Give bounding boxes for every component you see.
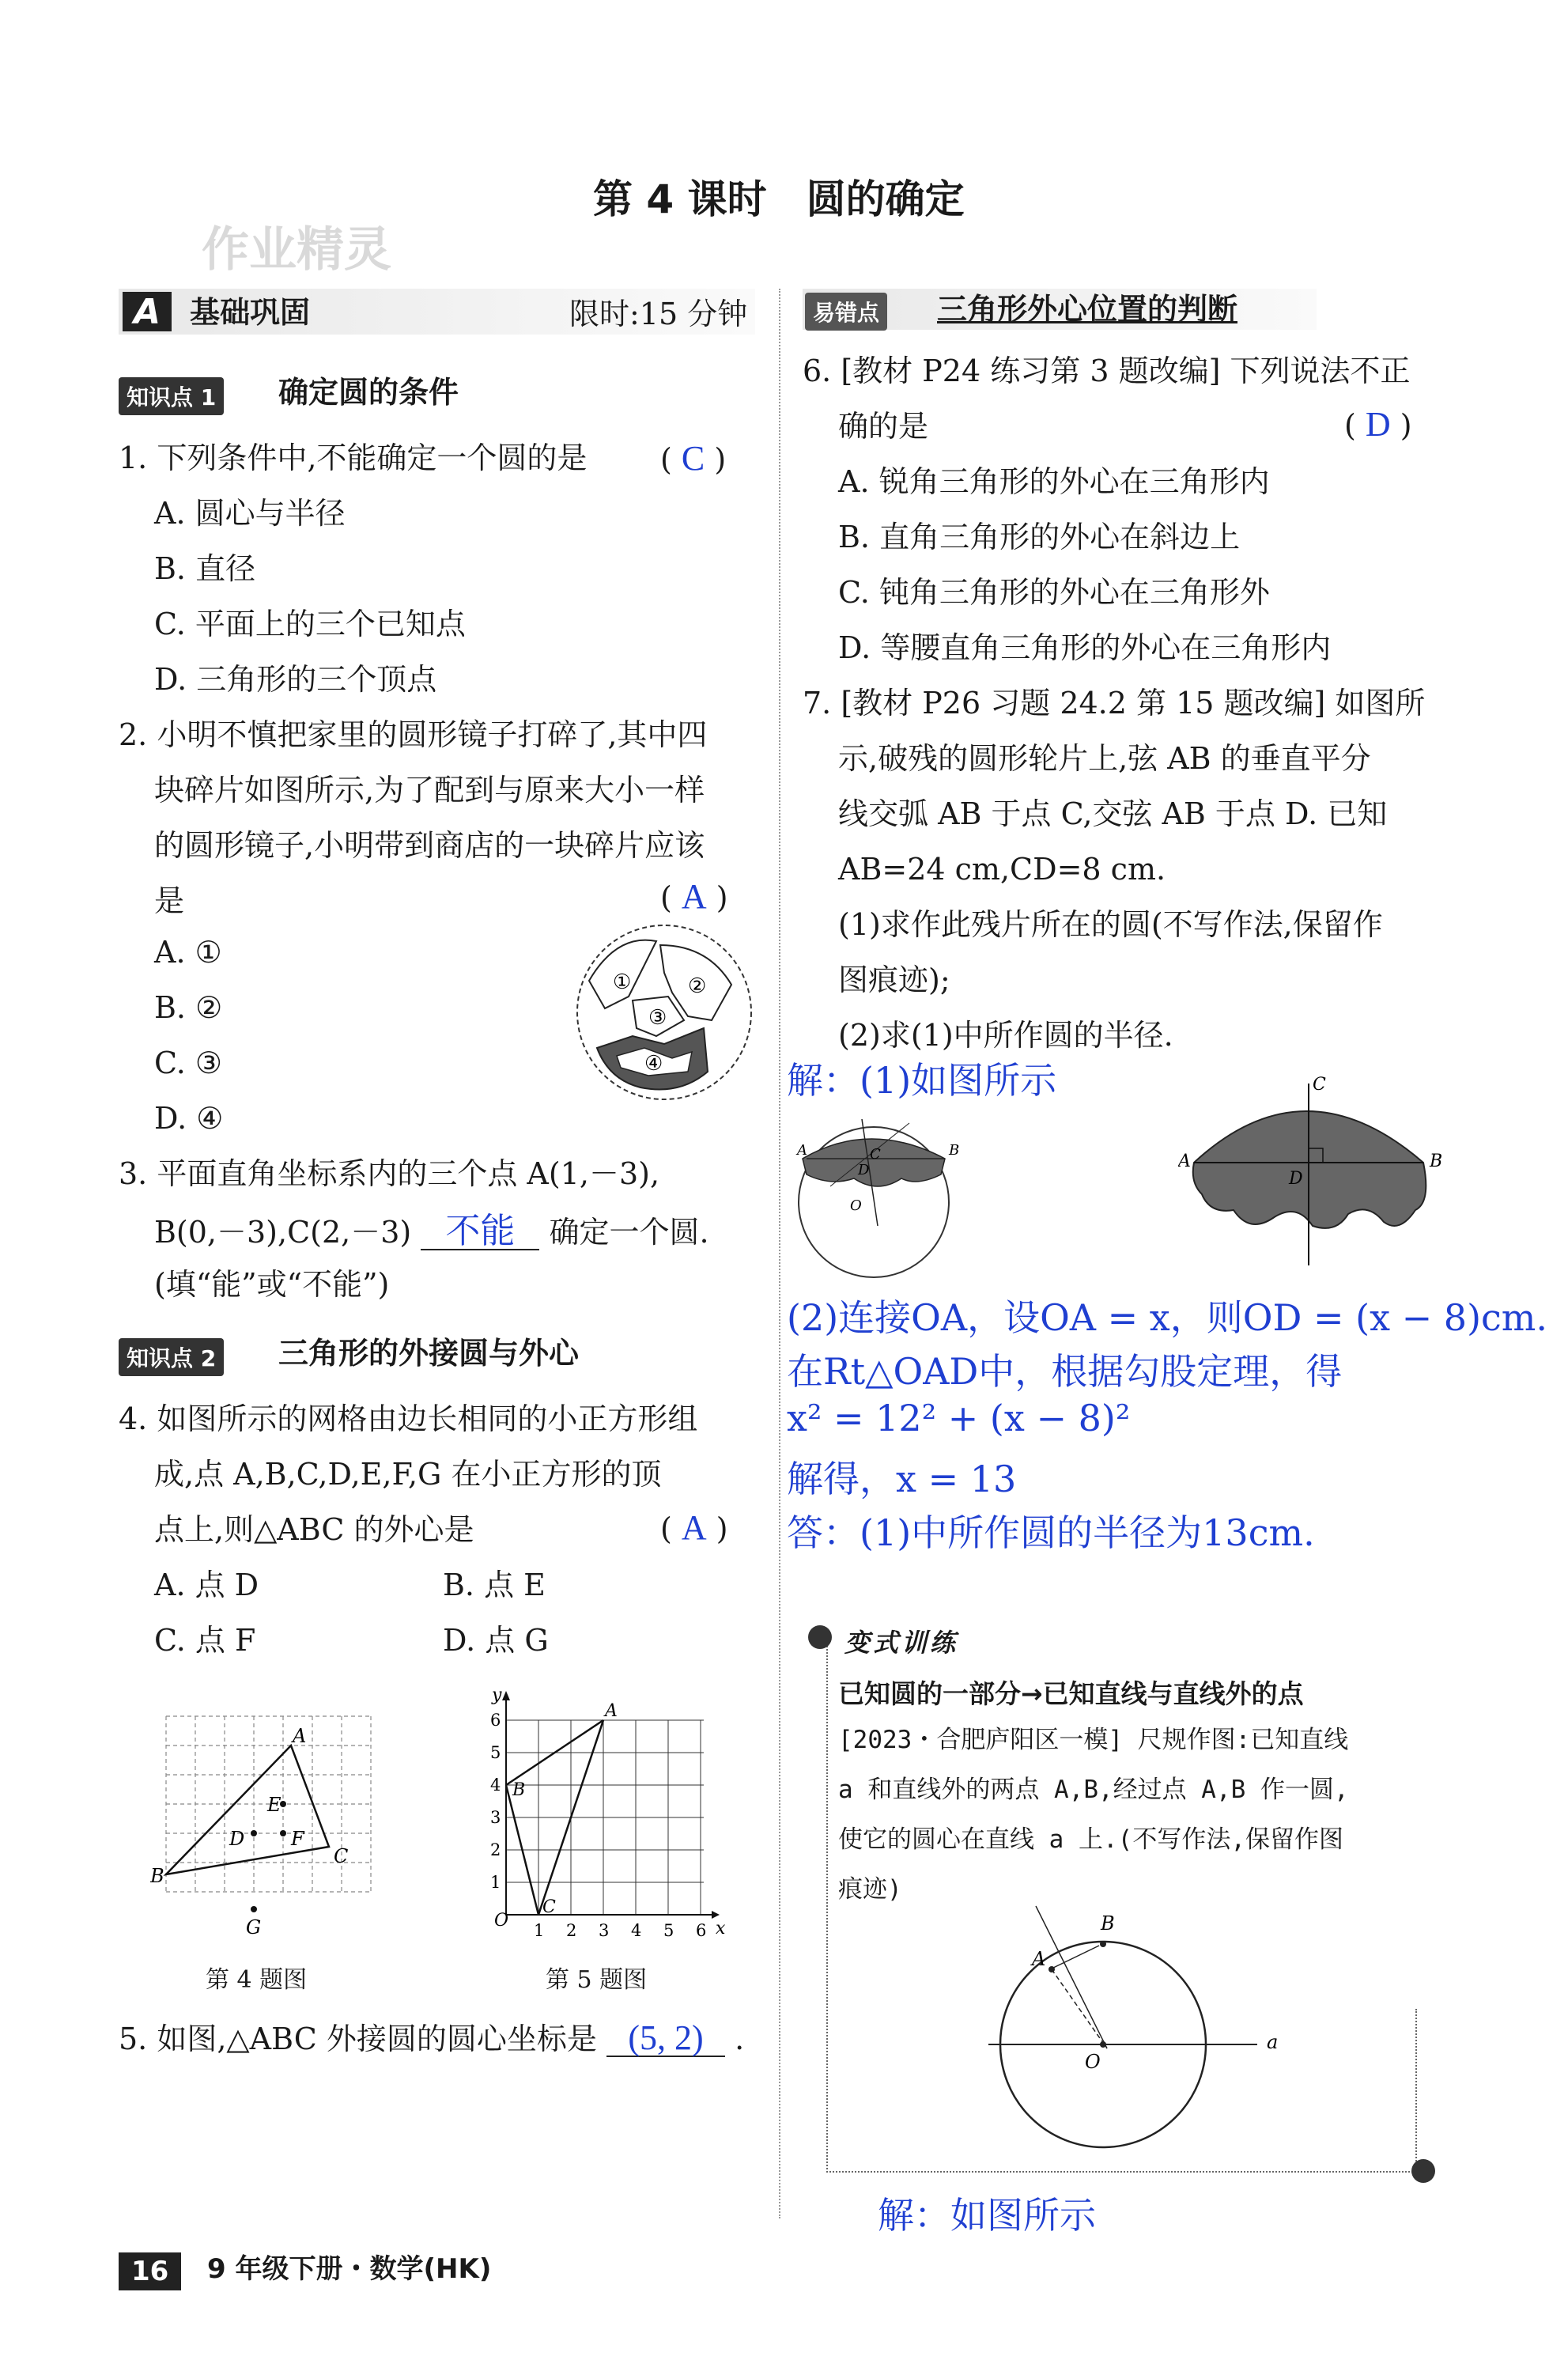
piece-1-label: ① (613, 970, 632, 994)
fig5-ytick-2: 2 (490, 1840, 501, 1859)
sketch-label-o: O (850, 1197, 862, 1214)
fig5-ytick-6: 6 (490, 1711, 501, 1730)
fig5-xtick-3: 3 (599, 1921, 610, 1940)
variant-line4: 痕迹) (838, 1875, 902, 1904)
q6-answer: D (1365, 405, 1391, 444)
q2-line3: 的圆形镜子,小明带到商店的一块碎片应该 (154, 828, 705, 863)
q7-construction-sketch (791, 1099, 980, 1289)
wheel-label-c: C (1313, 1076, 1326, 1095)
fig5-xtick-1: 1 (534, 1921, 545, 1940)
q7-wheel-figure (1178, 1076, 1447, 1265)
q5-stem: 5. 如图,△ABC 外接圆的圆心坐标是 (119, 2022, 597, 2056)
fig4-label-g: G (246, 1916, 262, 1938)
q6-option-a: A. 锐角三角形的外心在三角形内 (838, 464, 1270, 499)
q3-line2-post: 确定一个圆. (549, 1215, 709, 1250)
kp1-title: 确定圆的条件 (278, 375, 459, 410)
variant-construction-figure (988, 1890, 1336, 2159)
wheel-label-b: B (1430, 1152, 1443, 1171)
sketch-label-d: D (858, 1162, 870, 1178)
fig5-xtick-2: 2 (566, 1921, 577, 1940)
fig4-label-b: B (150, 1865, 164, 1887)
fig5-ytick-5: 5 (490, 1743, 501, 1762)
q6-line1: 6. [教材 P24 练习第 3 题改编] 下列说法不正 (803, 354, 1411, 388)
watermark: 作业精灵 (202, 222, 391, 278)
fig5-ytick-4: 4 (490, 1776, 501, 1795)
section-title: 基础巩固 (190, 295, 311, 330)
wheel-label-a: A (1178, 1152, 1191, 1171)
q4-answer: A (681, 1508, 707, 1547)
fig5-label-y: y (492, 1685, 502, 1705)
variant-title: 已知圆的一部分→已知直线与直线外的点 (838, 1678, 1304, 1709)
q7-line4: AB=24 cm,CD=8 cm. (838, 852, 1166, 887)
variant-label-a: A (1032, 1948, 1046, 1970)
q7-solution-4: x² = 12² + (x − 8)² (787, 1397, 1131, 1439)
q6-option-b: B. 直角三角形的外心在斜边上 (838, 520, 1241, 554)
q2-option-a: A. ① (154, 935, 222, 970)
q2-option-d: D. ④ (154, 1101, 224, 1136)
q2-option-c: C. ③ (154, 1046, 222, 1080)
q1-option-a: A. 圆心与半径 (154, 496, 346, 531)
variant-dot-bottom (1411, 2159, 1435, 2183)
section-letter: A (123, 292, 172, 331)
q4-option-d: D. 点 G (443, 1623, 549, 1658)
q7-solution-2: (2)连接OA，设OA = x，则OD = (x − 8)cm. (787, 1296, 1548, 1339)
q2-line1: 2. 小明不慎把家里的圆形镜子打碎了,其中四 (119, 717, 708, 752)
q7-line2: 示,破残的圆形轮片上,弦 AB 的垂直平分 (838, 741, 1371, 776)
variant-line3: 使它的圆心在直线 a 上.(不写作法,保留作图 (838, 1825, 1343, 1854)
page-title: 第 4 课时 圆的确定 (593, 176, 965, 222)
q7-solution-5: 解得，x = 13 (787, 1458, 1017, 1500)
err-tag: 易错点 (805, 293, 887, 331)
q6-line2: 确的是 (838, 409, 929, 444)
book-title: 9 年级下册・数学(HK) (207, 2253, 492, 2285)
fig5-caption: 第 5 题图 (546, 1966, 648, 1994)
wheel-label-d: D (1289, 1169, 1303, 1189)
page-number: 16 (119, 2252, 181, 2290)
broken-mirror-figure (569, 917, 759, 1107)
piece-4-label: ④ (644, 1052, 663, 1076)
kp2-tag: 知识点 2 (119, 1338, 224, 1376)
q1-option-d: D. 三角形的三个顶点 (154, 662, 437, 697)
piece-2-label: ② (688, 974, 707, 998)
q5-post: . (735, 2022, 745, 2056)
fig5-coordinate-figure (474, 1685, 743, 1957)
fig4-label-d: D (229, 1828, 245, 1850)
q2-option-b: B. ② (154, 990, 223, 1025)
q5-answer: (5, 2) (628, 2018, 704, 2057)
fig5-ytick-3: 3 (490, 1808, 501, 1827)
fig5-ytick-1: 1 (490, 1873, 501, 1892)
fig4-grid-triangle (150, 1704, 387, 1957)
q1-stem: 1. 下列条件中,不能确定一个圆的是 (119, 441, 588, 475)
q3-line1: 3. 平面直角坐标系内的三个点 A(1,－3), (119, 1156, 660, 1191)
fig5-xtick-4: 4 (631, 1921, 642, 1940)
fig5-xtick-5: 5 (663, 1921, 674, 1940)
q7-solution-3: 在Rt△OAD中，根据勾股定理，得 (787, 1350, 1343, 1393)
q3-line3: (填“能”或“不能”) (154, 1267, 390, 1302)
fig5-label-x: x (716, 1919, 726, 1938)
sketch-label-b: B (949, 1142, 960, 1159)
variant-dot-top (808, 1625, 832, 1649)
column-divider (779, 289, 780, 2218)
fig5-label-o: O (494, 1911, 509, 1931)
variant-label-o: O (1085, 2051, 1101, 2073)
q2-answer: A (681, 877, 707, 916)
q4-option-b: B. 点 E (443, 1568, 546, 1602)
sketch-label-c: C (870, 1146, 881, 1163)
variant-label-line-a: a (1267, 2031, 1279, 2053)
variant-line1: [2023・合肥庐阳区一模] 尺规作图:已知直线 (838, 1726, 1349, 1754)
q3-answer: 不能 (445, 1212, 516, 1250)
variant-solution: 解：如图所示 (878, 2194, 1096, 2237)
fig5-xtick-6: 6 (696, 1921, 707, 1940)
fig5-label-a: A (605, 1701, 618, 1721)
kp1-tag: 知识点 1 (119, 377, 224, 415)
q4-option-a: A. 点 D (154, 1568, 259, 1602)
q7-line1: 7. [教材 P26 习题 24.2 第 15 题改编] 如图所 (803, 686, 1426, 721)
sketch-label-a: A (797, 1142, 807, 1159)
variant-label: 变式训练 (844, 1628, 959, 1658)
fig4-caption: 第 4 题图 (206, 1966, 308, 1994)
variant-line2: a 和直线外的两点 A,B,经过点 A,B 作一圆, (838, 1776, 1349, 1804)
q1-option-b: B. 直径 (154, 551, 256, 586)
q4-line1: 4. 如图所示的网格由边长相同的小正方形组 (119, 1401, 698, 1436)
q1-answer: C (681, 439, 705, 478)
variant-label-b: B (1101, 1912, 1115, 1935)
q3-line2-pre: B(0,－3),C(2,－3) (154, 1215, 412, 1250)
fig5-label-c: C (542, 1897, 556, 1917)
fig5-label-b: B (512, 1780, 526, 1800)
q7-line7: (2)求(1)中所作圆的半径. (838, 1018, 1173, 1053)
fig4-label-a: A (293, 1725, 307, 1747)
variant-box-right-edge (1415, 2009, 1417, 2171)
err-title: 三角形外心位置的判断 (937, 292, 1238, 327)
q2-line2: 块碎片如图所示,为了配到与原来大小一样 (154, 773, 705, 807)
q7-solution-1: 解：(1)如图所示 (787, 1059, 1057, 1102)
q4-line2: 成,点 A,B,C,D,E,F,G 在小正方形的顶 (154, 1457, 662, 1492)
q4-option-c: C. 点 F (154, 1623, 256, 1658)
q7-line6: 图痕迹); (838, 963, 950, 997)
q7-solution-6: 答：(1)中所作圆的半径为13cm. (787, 1511, 1315, 1554)
fig4-label-c: C (334, 1845, 349, 1867)
q6-option-c: C. 钝角三角形的外心在三角形外 (838, 575, 1270, 610)
q2-line4: 是 (154, 883, 185, 918)
q7-line5: (1)求作此残片所在的圆(不写作法,保留作 (838, 907, 1383, 942)
q6-option-d: D. 等腰直角三角形的外心在三角形内 (838, 630, 1332, 665)
q1-option-c: C. 平面上的三个已知点 (154, 607, 466, 641)
kp2-title: 三角形的外接圆与外心 (278, 1336, 580, 1371)
piece-3-label: ③ (648, 1006, 667, 1030)
fig4-label-f: F (291, 1828, 304, 1850)
fig4-label-e: E (267, 1794, 281, 1816)
q4-line3: 点上,则△ABC 的外心是 (154, 1512, 474, 1547)
q7-line3: 线交弧 AB 于点 C,交弦 AB 于点 D. 已知 (838, 796, 1388, 831)
time-limit: 限时:15 分钟 (569, 297, 748, 331)
